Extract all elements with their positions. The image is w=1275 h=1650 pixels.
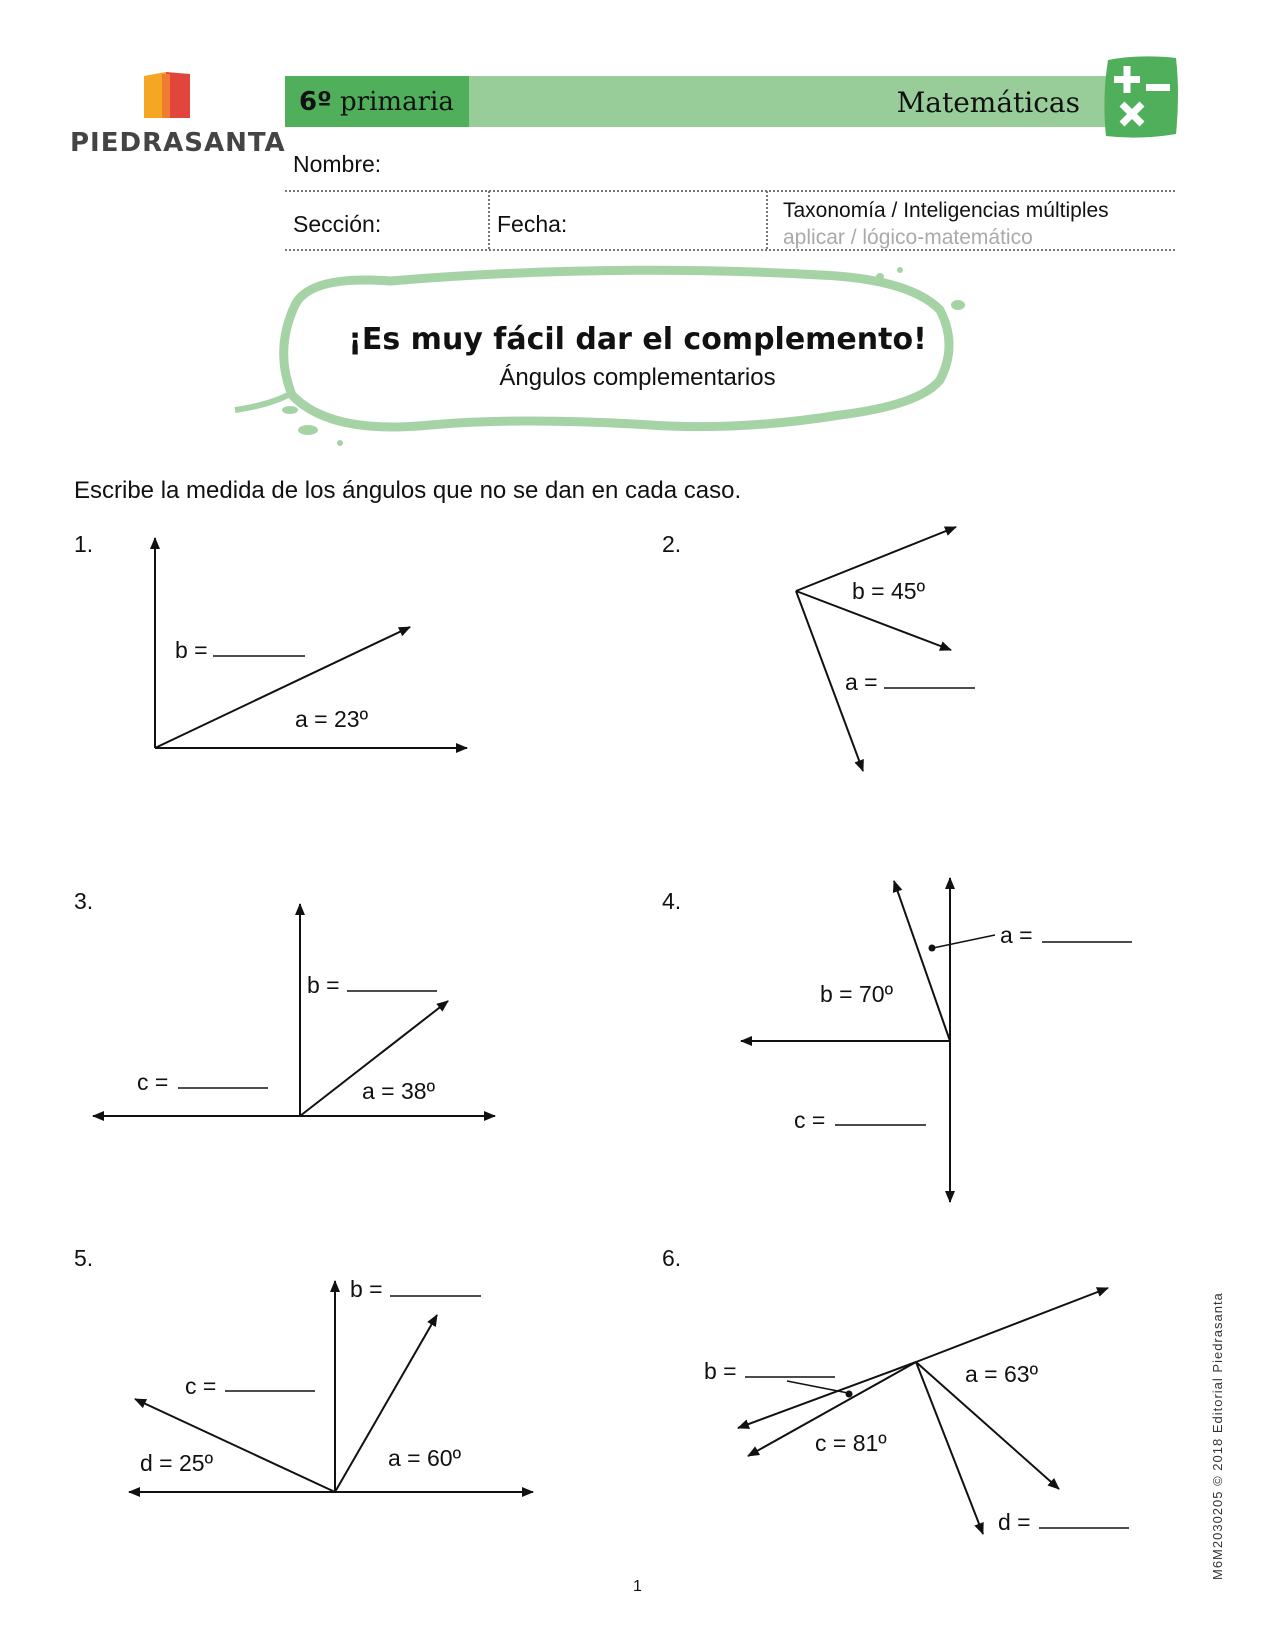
ex4-label-c: c = <box>794 1107 826 1133</box>
ex5-label-a: a = 60º <box>388 1445 461 1471</box>
ex3-label-b: b = <box>307 972 340 998</box>
diagram-4 <box>741 878 1132 1202</box>
grade-label: primaria <box>340 86 454 117</box>
grade-number: 6º <box>299 86 332 117</box>
exercise-6-number: 6. <box>662 1245 682 1271</box>
ex2-label-a: a = <box>845 669 878 695</box>
ex4-label-a: a = <box>1000 922 1033 948</box>
page-number: 1 <box>633 1578 642 1595</box>
ex2-label-b: b = 45º <box>852 578 925 604</box>
seccion-label: Sección: <box>293 211 382 237</box>
ex6-label-d: d = <box>998 1509 1031 1535</box>
worksheet-subtitle: Ángulos complementarios <box>499 364 776 391</box>
ex5-label-b: b = <box>350 1276 383 1302</box>
ex6-label-c: c = 81º <box>815 1430 887 1456</box>
ex3-label-a: a = 38º <box>362 1078 435 1104</box>
ex1-label-a: a = 23º <box>295 706 368 732</box>
instruction-text: Escribe la medida de los ángulos que no se dan en cada caso. <box>74 477 742 504</box>
diagram-2 <box>796 527 975 771</box>
taxonomy-title: Taxonomía / Inteligencias múltiples <box>783 199 1109 222</box>
ex3-label-c: c = <box>137 1069 169 1095</box>
ex6-label-a: a = 63º <box>965 1361 1038 1387</box>
ex5-label-c: c = <box>185 1373 217 1399</box>
nombre-label: Nombre: <box>293 151 382 177</box>
worksheet-title: ¡Es muy fácil dar el complemento! <box>348 322 927 357</box>
exercise-2-number: 2. <box>662 531 682 557</box>
taxonomy-value: aplicar / lógico-matemático <box>783 226 1033 249</box>
subject-title: Matemáticas <box>896 86 1080 119</box>
logo-text: PIEDRASANTA <box>70 128 286 158</box>
copyright-vertical: M6M2030205 © 2018 Editorial Piedrasanta <box>1210 1292 1225 1580</box>
exercise-5-number: 5. <box>74 1245 94 1271</box>
exercise-3-number: 3. <box>74 888 94 914</box>
fecha-label: Fecha: <box>497 211 568 237</box>
exercise-1-number: 1. <box>74 531 94 557</box>
ex5-label-d: d = 25º <box>140 1450 213 1476</box>
ex4-label-b: b = 70º <box>820 981 893 1007</box>
ex1-label-b: b = <box>175 637 208 663</box>
ex6-label-b: b = <box>704 1358 737 1384</box>
exercise-4-number: 4. <box>662 888 682 914</box>
